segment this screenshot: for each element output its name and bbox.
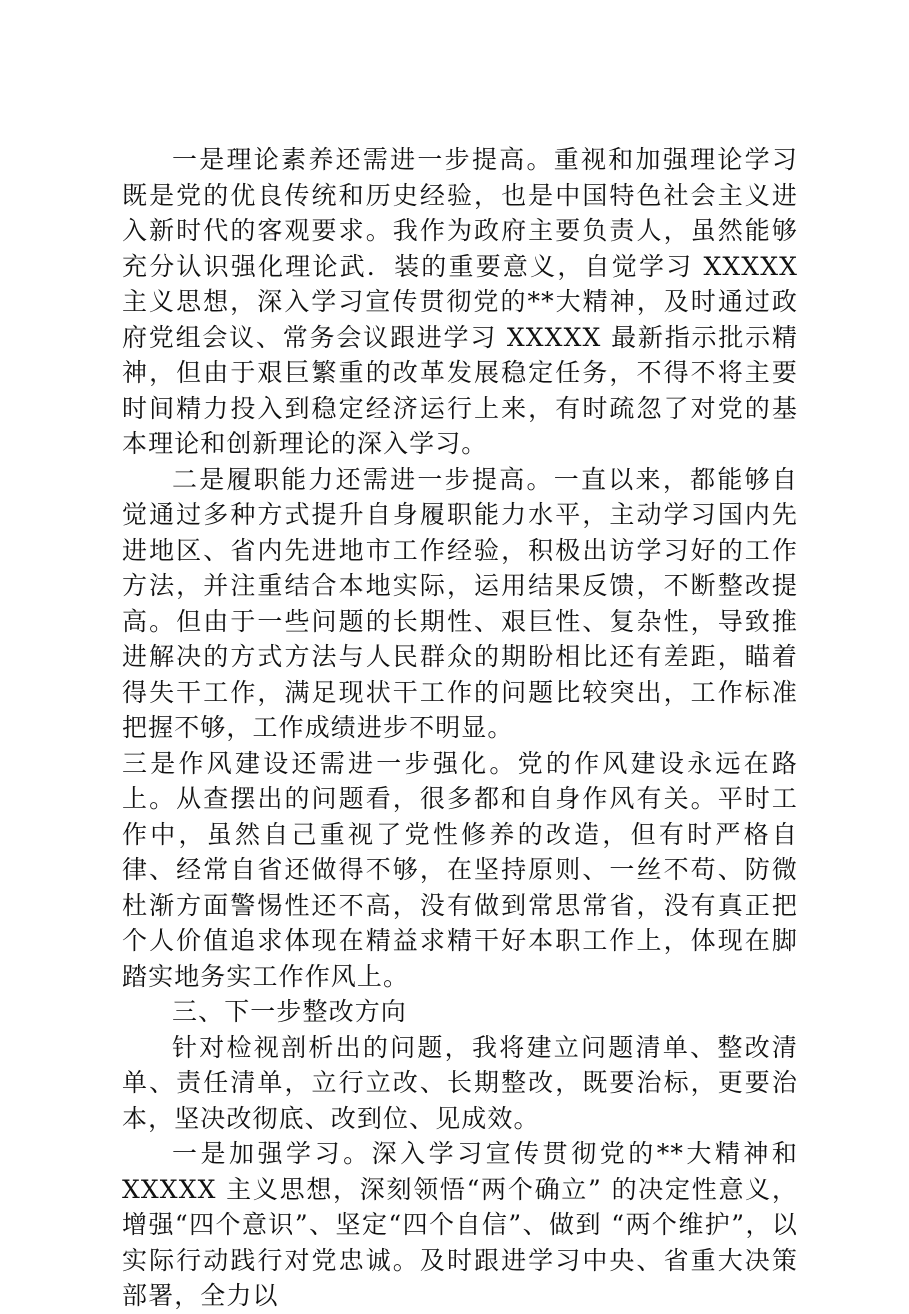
paragraph-duty-ability: 二是履职能力还需进一步提高。一直以来，都能够自觉通过多种方式提升自身履职能力水平，主动学习国内先进地区、省内先进地市工作经验，积极出访学习好的工作方法，并注重结合本地实际，运用结果反馈，不断整改提高。但由于一些问题的长期性、艰巨性、复杂性，导致推进解决的方式方法与人民群众的期盼相比还有差距，瞄着得失干工作，满足现状干工作的问题比较突出，工作标准把握不够，工作成绩进步不明显。 bbox=[122, 464, 798, 742]
paragraph-theory-study: 一是理论素养还需进一步提高。重视和加强理论学习既是党的优良传统和历史经验，也是中国特色社会主义进入新时代的客观要求。我作为政府主要负责人，虽然能够充分认识强化理论武．装的重要意义，自觉学习 XXXXX 主义思想，深入学习宣传贯彻党的**大精神，及时通过政府党组会议、常务会议跟进学习 XXXXX 最新指示批示精神，但由于艰巨繁重的改革发展稳定任务，不得不将主要时间精力投入到稳定经济运行上来，有时疏忽了对党的基本理论和创新理论的深入学习。 bbox=[122, 145, 798, 458]
paragraph-rectification-intro: 针对检视剖析出的问题，我将建立问题清单、整改清单、责任清单，立行立改、长期整改，既要治标，更要治本，坚决改彻底、改到位、见成效。 bbox=[122, 1032, 798, 1133]
document-body bbox=[122, 142, 798, 1314]
paragraph-strengthen-study: 一是加强学习。深入学习宣传贯彻党的**大精神和 XXXXX 主义思想，深刻领悟“两个确立” 的决定性意义，增强“四个意识”、坚定“四个自信”、做到 “两个维护”，以实际行动践行对党忠诚。及时跟进学习中央、省重大决策部署，全力以 bbox=[122, 1139, 798, 1310]
paragraph-work-style: 三是作风建设还需进一步强化。党的作风建设永远在路上。从查摆出的问题看，很多都和自身作风有关。平时工作中，虽然自己重视了党性修养的改造，但有时严格自律、经常自省还做得不够，在坚持原则、一丝不苟、防微杜渐方面警惕性还不高，没有做到常思常省，没有真正把个人价值追求体现在精益求精干好本职工作上，体现在脚踏实地务实工作作风上。 bbox=[122, 748, 798, 991]
section-heading-next-steps: 三、下一步整改方向 bbox=[172, 997, 407, 1026]
